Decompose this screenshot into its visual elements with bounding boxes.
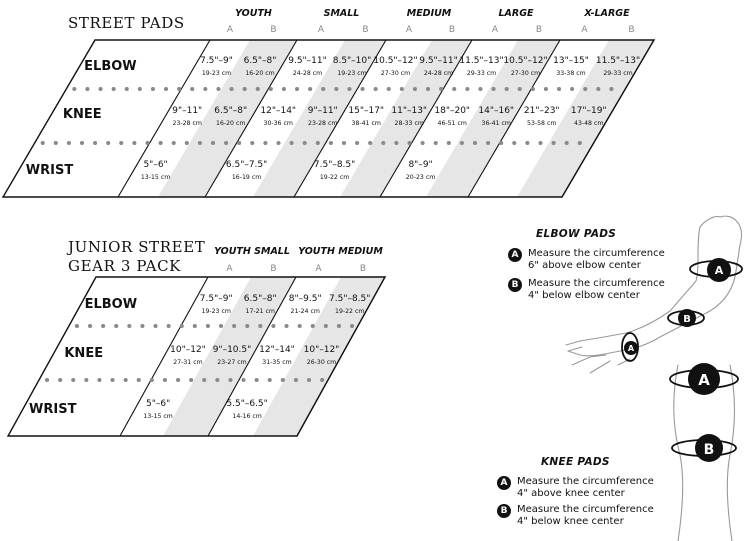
size-header: MEDIUM — [406, 8, 452, 19]
elbow-b-line2: 4" below elbow center — [528, 290, 640, 301]
elbow-a-marker: A — [714, 264, 724, 277]
col-b-label: B — [359, 264, 367, 274]
cell-cm: 16-20 cm — [245, 70, 275, 77]
cell-cm: 16-20 cm — [216, 120, 246, 127]
knee-b-line1: Measure the circumference — [517, 504, 654, 515]
junior-title-line2: GEAR 3 PACK — [68, 257, 181, 275]
cell-cm: 38-41 cm — [351, 120, 381, 127]
cell-cm: 26-30 cm — [306, 359, 337, 366]
col-b-label: B — [270, 25, 277, 35]
wrist-a-marker: A — [627, 344, 635, 353]
cell-cm: 23-27 cm — [217, 359, 247, 366]
cell-cm: 13-15 cm — [140, 174, 171, 181]
row-label: WRIST — [25, 163, 74, 178]
cell-inches: 5"–6" — [143, 160, 168, 170]
size-header: X-LARGE — [584, 8, 630, 19]
cell-cm: 23-28 cm — [172, 120, 202, 127]
cell-cm: 36-41 cm — [481, 120, 511, 127]
cell-inches: 10.5"–12" — [373, 56, 418, 66]
badge-a-icon: A — [497, 476, 511, 490]
cell-inches: 10.5"–12" — [503, 56, 548, 66]
knee-b-marker: B — [703, 442, 715, 458]
cell-inches: 8"–9" — [408, 160, 433, 170]
col-a-label: A — [405, 25, 413, 35]
cell-inches: 21"–23" — [523, 106, 560, 116]
col-a-label: A — [317, 25, 325, 35]
cell-inches: 7.5"–9" — [199, 294, 233, 304]
size-header: YOUTH — [235, 8, 272, 19]
cell-inches: 11.5"–13" — [459, 56, 504, 66]
col-a-label: A — [315, 264, 322, 274]
cell-inches: 13"–15" — [553, 56, 589, 66]
col-a-label: A — [226, 264, 233, 274]
cell-cm: 19-22 cm — [335, 308, 365, 315]
cell-inches: 12"–14" — [259, 345, 295, 355]
cell-inches: 6.5"–7.5" — [225, 160, 268, 170]
elbow-b-marker: B — [683, 314, 691, 325]
cell-cm: 27-30 cm — [510, 70, 541, 77]
cell-inches: 7.5"–8.5" — [313, 160, 356, 170]
cell-inches: 12"–14" — [260, 106, 297, 116]
cell-inches: 14"–16" — [478, 106, 515, 116]
col-a-label: A — [226, 25, 234, 35]
knee-pads-title: KNEE PADS — [541, 456, 610, 468]
cell-inches: 11"–13" — [391, 106, 428, 116]
cell-cm: 20-23 cm — [405, 174, 436, 181]
cell-cm: 14-16 cm — [232, 413, 262, 420]
cell-inches: 9"–11" — [172, 106, 203, 116]
elbow-a-line2: 6" above elbow center — [528, 260, 641, 271]
cell-inches: 10"–12" — [170, 345, 206, 355]
cell-cm: 17-21 cm — [245, 308, 275, 315]
cell-cm: 19-23 cm — [337, 70, 367, 77]
cell-cm: 27-31 cm — [173, 359, 203, 366]
elbow-pads-title: ELBOW PADS — [536, 228, 617, 240]
cell-cm: 16-19 cm — [231, 174, 262, 181]
cell-inches: 6.5"–8" — [243, 56, 277, 66]
elbow-a-line1: Measure the circumference — [528, 248, 665, 259]
arm-outline — [568, 216, 741, 373]
body-illustration — [560, 205, 750, 541]
junior-title-line1: JUNIOR STREET — [68, 238, 206, 256]
cell-inches: 7.5"–8.5" — [329, 294, 371, 304]
cell-cm: 27-30 cm — [380, 70, 411, 77]
cell-inches: 9"–10.5" — [212, 345, 252, 355]
cell-cm: 19-23 cm — [201, 70, 232, 77]
cell-cm: 53-58 cm — [527, 120, 557, 127]
cell-cm: 29-33 cm — [603, 70, 633, 77]
cell-inches: 11.5"–13" — [595, 56, 641, 66]
badge-b-icon: B — [497, 504, 511, 518]
cell-cm: 43-48 cm — [574, 120, 604, 127]
row-label: KNEE — [64, 346, 104, 361]
cell-inches: 9.5"–11" — [419, 56, 458, 66]
cell-inches: 18"–20" — [434, 106, 471, 116]
cell-inches: 17"–19" — [570, 106, 607, 116]
cell-inches: 6.5"–8" — [243, 294, 277, 304]
cell-inches: 6.5"–8" — [214, 106, 248, 116]
cell-inches: 15"–17" — [348, 106, 385, 116]
col-b-label: B — [270, 264, 277, 274]
cell-inches: 8.5"–10" — [332, 56, 372, 66]
cell-inches: 8"–9.5" — [288, 294, 322, 304]
cell-cm: 28-33 cm — [394, 120, 424, 127]
col-b-label: B — [535, 25, 543, 35]
size-header: YOUTH MEDIUM — [298, 246, 383, 257]
knee-a-line2: 4" above knee center — [517, 488, 625, 499]
knee-b-line2: 4" below knee center — [517, 516, 624, 527]
knee-a-line1: Measure the circumference — [517, 476, 654, 487]
cell-inches: 9.5"–11" — [288, 56, 327, 66]
cell-cm: 24-28 cm — [423, 70, 454, 77]
col-b-label: B — [448, 25, 456, 35]
elbow-b-line1: Measure the circumference — [528, 278, 665, 289]
cell-inches: 5"–6" — [145, 399, 171, 409]
cell-inches: 5.5"–6.5" — [226, 399, 268, 409]
row-label: ELBOW — [84, 297, 138, 312]
cell-cm: 46-51 cm — [437, 120, 467, 127]
row-label: KNEE — [62, 107, 102, 122]
size-header: LARGE — [498, 8, 534, 19]
badge-a-icon: A — [508, 248, 522, 262]
street-pads-title: STREET PADS — [68, 14, 185, 32]
size-header: YOUTH SMALL — [214, 246, 290, 257]
badge-b-icon: B — [508, 278, 522, 292]
cell-cm: 29-33 cm — [466, 70, 497, 77]
cell-cm: 21-24 cm — [290, 308, 320, 315]
row-label: ELBOW — [84, 59, 137, 74]
junior-title — [68, 238, 205, 276]
cell-inches: 10"–12" — [303, 345, 340, 355]
cell-inches: 7.5"–9" — [200, 56, 233, 66]
cell-inches: 9"–11" — [307, 106, 338, 116]
cell-cm: 19-22 cm — [319, 174, 350, 181]
cell-cm: 30-36 cm — [263, 120, 293, 127]
row-label: WRIST — [29, 402, 77, 417]
cell-cm: 23-28 cm — [308, 120, 338, 127]
knee-a-marker: A — [698, 371, 710, 389]
cell-cm: 13-15 cm — [143, 413, 173, 420]
cell-cm: 31-35 cm — [262, 359, 292, 366]
cell-cm: 19-23 cm — [201, 308, 231, 315]
col-b-label: B — [362, 25, 369, 35]
col-b-label: B — [628, 25, 635, 35]
col-a-label: A — [491, 25, 499, 35]
col-a-label: A — [581, 25, 588, 35]
cell-cm: 24-28 cm — [292, 70, 323, 77]
cell-cm: 33-38 cm — [556, 70, 586, 77]
size-header: SMALL — [323, 8, 360, 19]
